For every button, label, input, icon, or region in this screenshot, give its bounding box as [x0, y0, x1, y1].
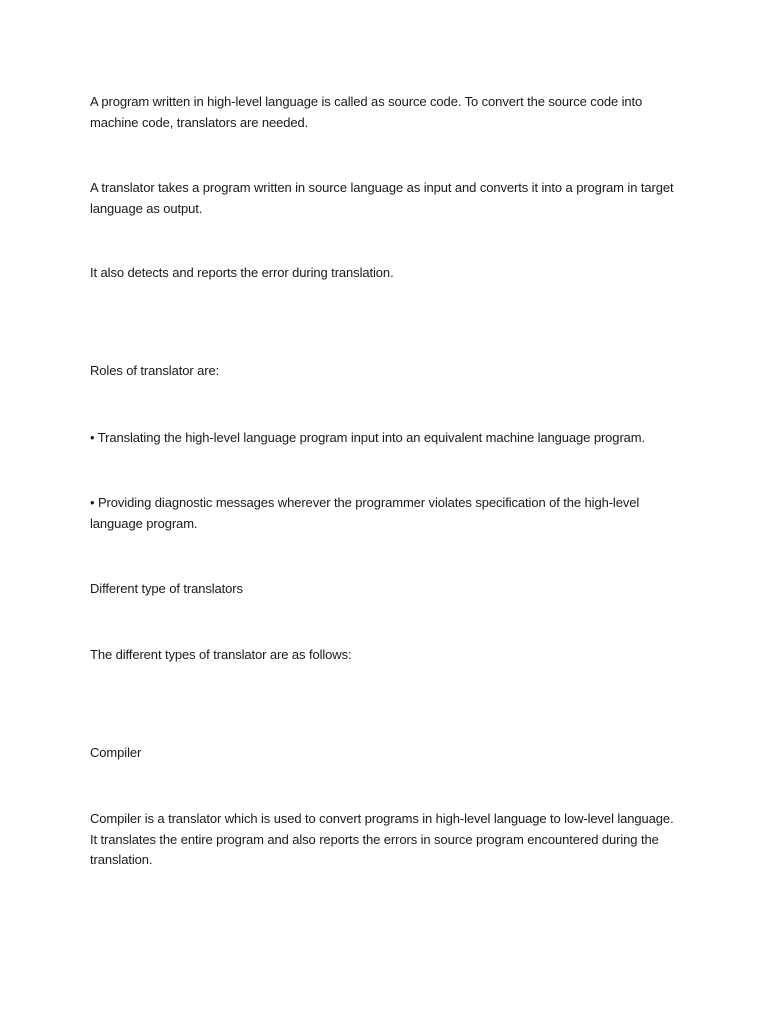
intro-paragraph — [90, 92, 690, 133]
compiler-heading-text: Compiler — [90, 745, 142, 760]
translator-definition-paragraph — [90, 178, 690, 219]
compiler-heading — [90, 743, 690, 764]
compiler-description-paragraph — [90, 809, 690, 871]
role-item-diagnostics-line-2: language program. — [90, 515, 198, 531]
role-item-diagnostics-line-1: • Providing diagnostic messages wherever the programmer violates specification of the high-level — [90, 495, 640, 510]
compiler-description-line-1: Compiler is a translator which is used to convert programs in high-level language to low-level language. — [90, 811, 674, 826]
translator-definition-line-1: A translator takes a program written in source language as input and converts it into a program in target — [90, 180, 674, 195]
types-heading — [90, 579, 690, 600]
types-intro-paragraph — [90, 645, 690, 666]
translator-definition-line-2: language as output. — [90, 200, 203, 216]
intro-line-2: machine code, translators are needed. — [90, 114, 309, 130]
roles-heading-text: Roles of translator are: — [90, 363, 220, 378]
types-heading-text: Different type of translators — [90, 581, 243, 596]
error-detection-line: It also detects and reports the error during translation. — [90, 265, 394, 280]
types-intro-text: The different types of translator are as follows: — [90, 647, 352, 662]
roles-heading — [90, 361, 690, 382]
role-item-translating — [90, 428, 690, 449]
compiler-description-line-2: It translates the entire program and also reports the errors in source program encountered during the — [90, 831, 659, 847]
compiler-description-line-3: translation. — [90, 852, 153, 867]
intro-line-1: A program written in high-level language is called as source code. To convert the source code into — [90, 94, 643, 109]
role-item-diagnostics — [90, 493, 690, 534]
error-detection-paragraph — [90, 263, 690, 284]
role-item-translating-text: • Translating the high-level language program input into an equivalent machine language program. — [90, 430, 646, 445]
